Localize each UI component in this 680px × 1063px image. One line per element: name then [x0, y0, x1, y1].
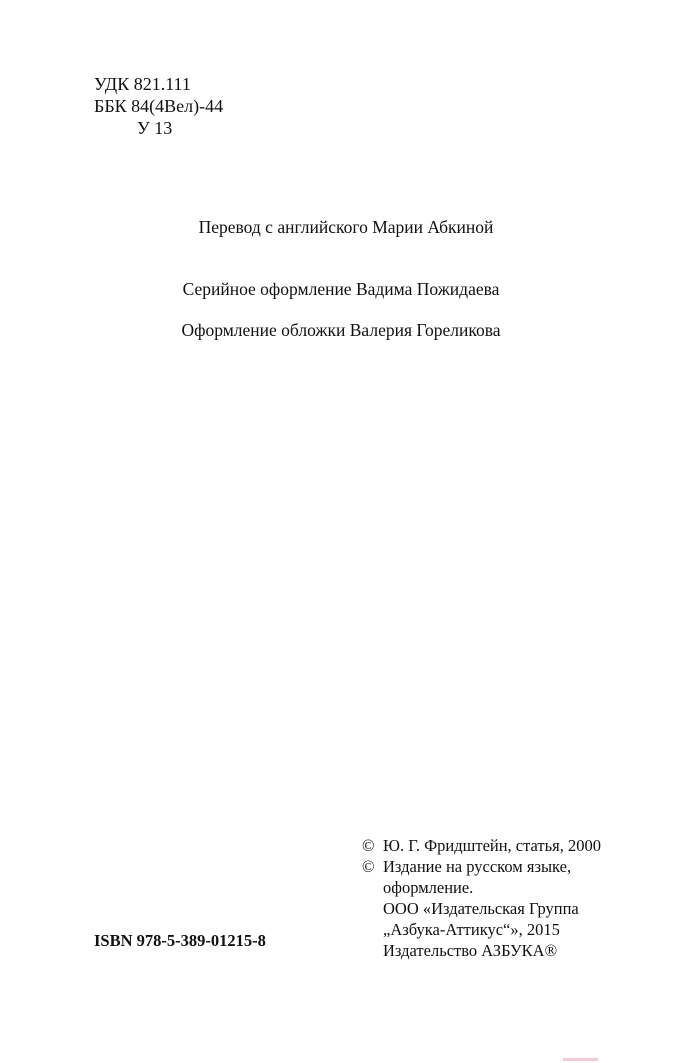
copyright-edition-text [383, 856, 579, 961]
edition-line: ООО «Издательская Группа [383, 899, 579, 918]
edition-line: „Азбука-Аттикус“», 2015 [383, 920, 560, 939]
edition-line: Издание на русском языке, [383, 857, 572, 876]
udk-code: УДК 821.111 [94, 74, 191, 94]
isbn: ISBN 978-5-389-01215-8 [94, 931, 266, 950]
copyright-icon: © [362, 857, 375, 876]
translation-credit: Перевод с английского Марии Абкиной [198, 217, 494, 237]
bbk-code: ББК 84(4Вел)-44 [94, 96, 224, 116]
decorative-mark [563, 1058, 598, 1061]
copyright-icon: © [362, 836, 375, 855]
copyright-block [362, 835, 601, 961]
series-design-credit: Серийное оформление Вадима Пожидаева [182, 279, 500, 299]
copyright-article [362, 835, 601, 856]
copyright-edition [362, 856, 601, 961]
cover-design-credit: Оформление обложки Валерия Гореликова [181, 320, 501, 340]
edition-line: Издательство АЗБУКА® [383, 941, 558, 960]
author-mark: У 13 [137, 118, 173, 138]
copyright-article-text: Ю. Г. Фридштейн, статья, 2000 [383, 836, 602, 855]
credits [0, 216, 680, 341]
catalog-codes [94, 73, 223, 139]
edition-line: оформление. [383, 878, 474, 897]
